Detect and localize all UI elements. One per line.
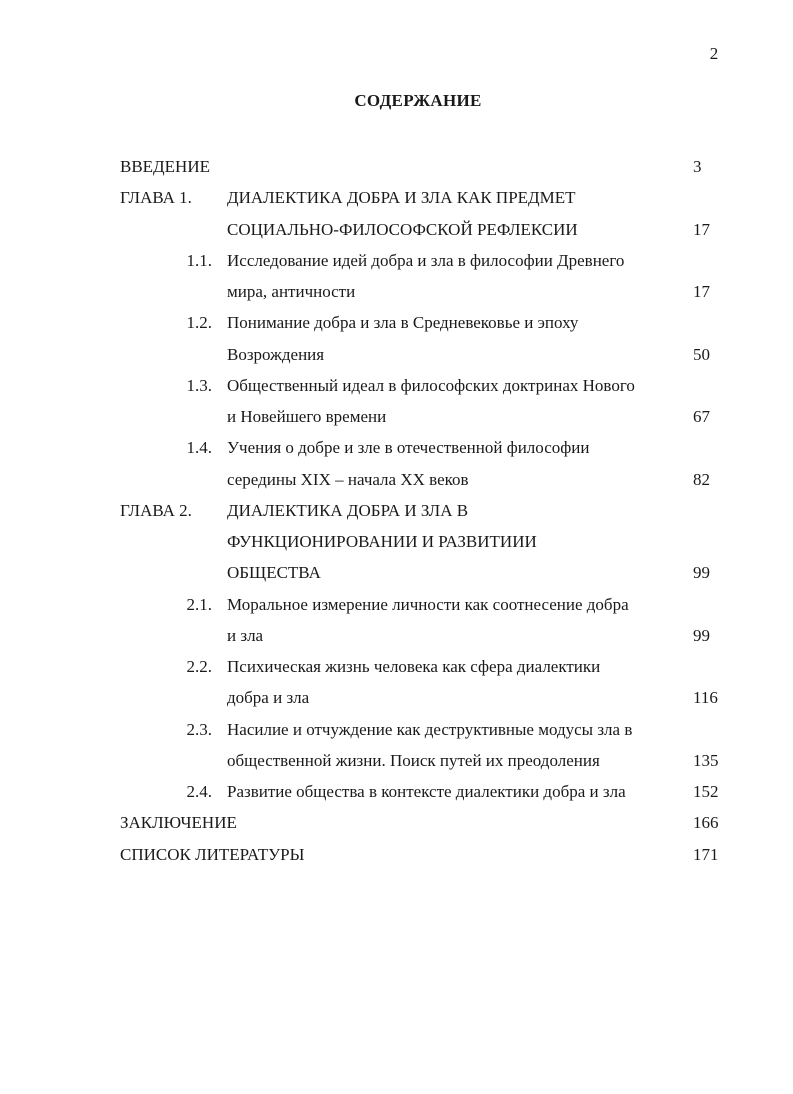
toc-page-number: 166 bbox=[693, 813, 719, 833]
chapter-number: ГЛАВА 1. bbox=[120, 188, 192, 208]
section-number: 2.1. bbox=[186, 594, 212, 614]
toc-page-number: 3 bbox=[693, 157, 702, 176]
toc-entry-title: и Новейшего времени bbox=[227, 407, 387, 426]
toc-entry-title: Возрождения bbox=[227, 344, 325, 364]
toc-entry-title: ОБЩЕСТВА bbox=[227, 563, 321, 583]
toc-entry-title: ДИАЛЕКТИКА ДОБРА И ЗЛА КАК ПРЕДМЕТ bbox=[227, 188, 576, 208]
toc-entry-title: ЗАКЛЮЧЕНИЕ bbox=[120, 813, 237, 833]
toc-entry-title: и зла bbox=[227, 625, 264, 645]
section-number: 1.4. bbox=[186, 438, 212, 458]
toc-line bbox=[0, 214, 793, 245]
section-number: 1.1. bbox=[186, 250, 212, 270]
toc-line bbox=[0, 776, 793, 807]
toc-line bbox=[0, 557, 793, 588]
toc-entry-title: Психическая жизнь человека как сфера диалектики bbox=[227, 657, 601, 676]
toc-entry-title: Учения о добре и зле в отечественной философии bbox=[227, 438, 590, 458]
toc-entry-title: Моральное измерение личности как соотнесение добра bbox=[227, 594, 629, 614]
toc-entry-title: Исследование идей добра и зла в философии Древнего bbox=[227, 250, 625, 270]
toc-line bbox=[0, 745, 793, 776]
toc-page-number: 116 bbox=[693, 688, 718, 708]
toc-page-number: 135 bbox=[693, 750, 719, 770]
toc-line bbox=[0, 682, 793, 713]
section-number: 2.4. bbox=[186, 782, 212, 801]
page-title: СОДЕРЖАНИЕ bbox=[354, 91, 482, 110]
toc-line bbox=[0, 526, 793, 557]
toc-page-number: 82 bbox=[693, 469, 710, 489]
toc-page-number: 99 bbox=[693, 563, 710, 583]
toc-page-number: 152 bbox=[693, 782, 719, 801]
toc-line bbox=[0, 620, 793, 651]
toc-page-number: 50 bbox=[693, 344, 710, 364]
toc-line bbox=[0, 651, 793, 682]
toc-page-number: 67 bbox=[693, 407, 710, 426]
table-of-contents bbox=[0, 151, 793, 870]
toc-line bbox=[0, 714, 793, 745]
toc-line bbox=[0, 401, 793, 432]
toc-entry-title: ДИАЛЕКТИКА ДОБРА И ЗЛА В bbox=[227, 500, 469, 520]
toc-entry-title: Развитие общества в контексте диалектики добра и зла bbox=[227, 782, 626, 801]
toc-entry-title: общественной жизни. Поиск путей их преодоления bbox=[227, 750, 600, 770]
page-number: 2 bbox=[709, 44, 719, 63]
toc-entry-title: ФУНКЦИОНИРОВАНИИ И РАЗВИТИИИ bbox=[227, 532, 537, 551]
toc-page-number: 99 bbox=[693, 625, 710, 645]
toc-line bbox=[0, 182, 793, 213]
toc-page-number: 171 bbox=[693, 844, 719, 864]
toc-line bbox=[0, 432, 793, 463]
toc-entry-title: середины XIX – начала XX веков bbox=[227, 469, 469, 489]
section-number: 1.3. bbox=[186, 375, 212, 395]
section-number: 1.2. bbox=[186, 313, 212, 333]
toc-line bbox=[0, 151, 793, 182]
toc-line bbox=[0, 370, 793, 401]
toc-line bbox=[0, 839, 793, 870]
toc-line bbox=[0, 589, 793, 620]
toc-entry-title: Насилие и отчуждение как деструктивные модусы зла в bbox=[227, 719, 633, 739]
toc-line bbox=[0, 276, 793, 307]
toc-line bbox=[0, 464, 793, 495]
toc-entry-title: СОЦИАЛЬНО-ФИЛОСОФСКОЙ РЕФЛЕКСИИ bbox=[227, 219, 578, 239]
toc-line bbox=[0, 807, 793, 838]
chapter-number: ГЛАВА 2. bbox=[120, 500, 192, 520]
toc-entry-title: ВВЕДЕНИЕ bbox=[120, 157, 210, 176]
toc-entry-title: Общественный идеал в философских доктринах Нового bbox=[227, 375, 635, 395]
toc-entry-title: СПИСОК ЛИТЕРАТУРЫ bbox=[120, 844, 305, 864]
toc-line bbox=[0, 307, 793, 338]
section-number: 2.2. bbox=[186, 657, 212, 676]
toc-entry-title: Понимание добра и зла в Средневековье и эпоху bbox=[227, 313, 579, 333]
toc-page-number: 17 bbox=[693, 282, 710, 301]
toc-line bbox=[0, 495, 793, 526]
toc-line bbox=[0, 245, 793, 276]
toc-entry-title: мира, античности bbox=[227, 282, 356, 301]
toc-entry-title: добра и зла bbox=[227, 688, 310, 708]
section-number: 2.3. bbox=[186, 719, 212, 739]
toc-line bbox=[0, 339, 793, 370]
toc-page-number: 17 bbox=[693, 219, 710, 239]
